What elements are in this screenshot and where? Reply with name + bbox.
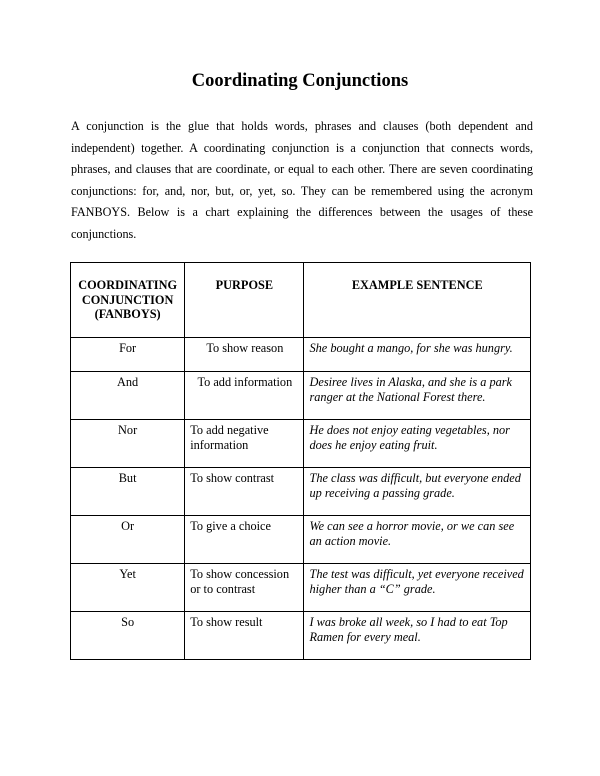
purpose-cell: To add information <box>185 372 304 420</box>
header-purpose: PURPOSE <box>185 263 304 338</box>
purpose-cell: To show concession or to contrast <box>185 564 304 612</box>
table-row <box>71 420 531 468</box>
purpose-cell: To add negative information <box>185 420 304 468</box>
purpose-cell: To show contrast <box>185 468 304 516</box>
conjunction-cell: For <box>71 338 185 372</box>
table-row <box>71 516 531 564</box>
page-title: Coordinating Conjunctions <box>191 71 409 91</box>
table-row <box>71 468 531 516</box>
purpose-cell: To show reason <box>185 338 304 372</box>
conjunctions-table <box>70 262 531 660</box>
example-cell: He does not enjoy eating vegetables, nor does he enjoy eating fruit. <box>304 420 531 468</box>
conjunction-cell: But <box>71 468 185 516</box>
table-row <box>71 612 531 660</box>
example-cell: The test was difficult, yet everyone received higher than a “C” grade. <box>304 564 531 612</box>
header-example: EXAMPLE SENTENCE <box>304 263 531 338</box>
example-cell: She bought a mango, for she was hungry. <box>304 338 531 372</box>
purpose-cell: To show result <box>185 612 304 660</box>
example-cell: Desiree lives in Alaska, and she is a park ranger at the National Forest there. <box>304 372 531 420</box>
conjunction-cell: So <box>71 612 185 660</box>
example-cell: I was broke all week, so I had to eat Top Ramen for every meal. <box>304 612 531 660</box>
table-row <box>71 338 531 372</box>
conjunction-cell: Yet <box>71 564 185 612</box>
conjunction-cell: And <box>71 372 185 420</box>
conjunction-cell: Or <box>71 516 185 564</box>
header-conjunction: COORDINATING CONJUNCTION (FANBOYS) <box>71 263 185 338</box>
table-header-row <box>71 263 531 338</box>
purpose-cell: To give a choice <box>185 516 304 564</box>
conjunction-cell: Nor <box>71 420 185 468</box>
intro-paragraph: A conjunction is the glue that holds words, phrases and clauses (both dependent and independent) together. A coordinating conjunction is a conjunction that connects words, phrases, and clauses that are coordinate, or equal to each other. There are seven coordinating conjunctions: for, and, nor, but, or, yet, so. They can be remembered using the acronym FANBOYS. Below is a chart explaining the differences between the usages of these conjunctions. <box>71 119 533 241</box>
table-row <box>71 372 531 420</box>
example-cell: The class was difficult, but everyone ended up receiving a passing grade. <box>304 468 531 516</box>
table-row <box>71 564 531 612</box>
example-cell: We can see a horror movie, or we can see an action movie. <box>304 516 531 564</box>
